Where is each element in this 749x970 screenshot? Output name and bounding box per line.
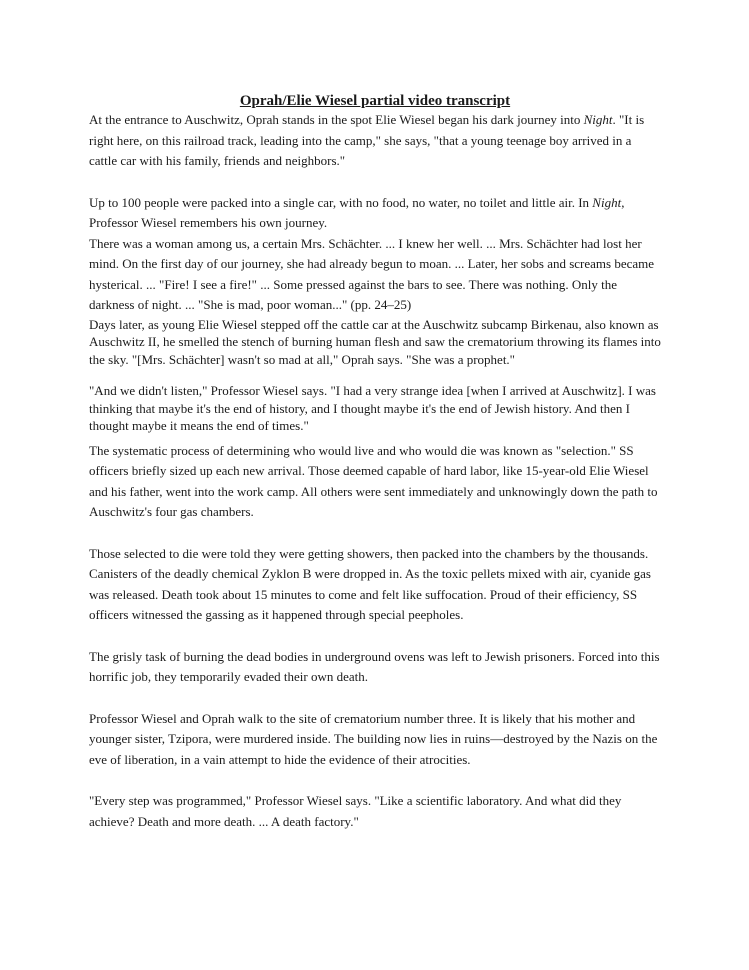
paragraph-crematorium: Professor Wiesel and Oprah walk to the site of crematorium number three. It is likely that his mother and younger sister, Tzipora, were murdered inside. The building now lies in ruins—destroyed by the Nazis on the eve of liberation, in a vain attempt to hide the evidence of their atrocities.	[89, 710, 658, 767]
paragraph-cattle-car-text-a: Up to 100 people were packed into a single car, with no food, no water, no toilet and little air. In	[89, 194, 593, 210]
paragraph-entrance-text-a: At the entrance to Auschwitz, Oprah stands in the spot Elie Wiesel began his dark journey into	[89, 112, 584, 127]
paragraph-night-quote: There was a woman among us, a certain Mrs. Schächter. ... I knew her well. ... Mrs. Schächter had lost her mind. On the first day of our journey, she had already begun to moan. ... Later, her sobs and screams became hysterical. ... "Fire! I see a fire!" ... Some pressed against the bars to see. There was nothing. Only the darkness of night. ... "She is mad, poor woman..." (pp. 24–25)	[89, 235, 655, 312]
paragraph-cattle-car-text-b: , Professor Wiesel remembers his own journey.	[89, 194, 625, 230]
paragraph-selection: The systematic process of determining who would live and who would die was known as "selection." SS officers briefly sized up each new arrival. Those deemed capable of hard labor, like 15-year-old Elie Wiesel and his father, went into the work camp. All others were sent immediately and unknowingly down the path to Auschwitz's four gas chambers.	[89, 442, 658, 519]
book-title-night: Night	[583, 112, 613, 127]
paragraph-entrance-text-b: . "It is right here, on this railroad track, leading into the camp," she says, "that a young teenage boy arrived in a cattle car with his family, friends and neighbors."	[89, 112, 645, 168]
book-title-night-2: Night	[592, 194, 622, 210]
document-page	[89, 92, 661, 832]
paragraph-cattle-car	[89, 193, 661, 234]
paragraph-gas-chambers: Those selected to die were told they were getting showers, then packed into the chambers by the thousands. Canisters of the deadly chemical Zyklon B were dropped in. As the toxic pellets mixed with air, cyanide gas was released. Death took about 15 minutes to come and felt like suffocation. Proud of their efficiency, SS officers witnessed the gassing as it happened through special peepholes.	[89, 545, 651, 622]
paragraph-entrance	[89, 110, 661, 172]
paragraph-ovens: The grisly task of burning the dead bodies in underground ovens was left to Jewish prisoners. Forced into this horrific job, they temporarily evaded their own death.	[89, 648, 660, 684]
document-title: Oprah/Elie Wiesel partial video transcript	[239, 93, 511, 109]
paragraph-death-factory: "Every step was programmed," Professor Wiesel says. "Like a scientific laboratory. And what did they achieve? Death and more death. ... A death factory."	[89, 793, 622, 829]
paragraph-birkenau: Days later, as young Elie Wiesel stepped off the cattle car at the Auschwitz subcamp Birkenau, also known as Auschwitz II, he smelled the stench of burning human flesh and saw the crematorium throwing its flames into the sky. "[Mrs. Schächter] wasn't so mad at all," Oprah says. "She was a prophet."	[89, 316, 661, 367]
paragraph-wiesel-quote: "And we didn't listen," Professor Wiesel says. "I had a very strange idea [when I arrived at Auschwitz]. I was thinking that maybe it's the end of history, and I thought maybe it's the end of Jewish history. And then I thought maybe it means the end of times."	[89, 383, 656, 433]
